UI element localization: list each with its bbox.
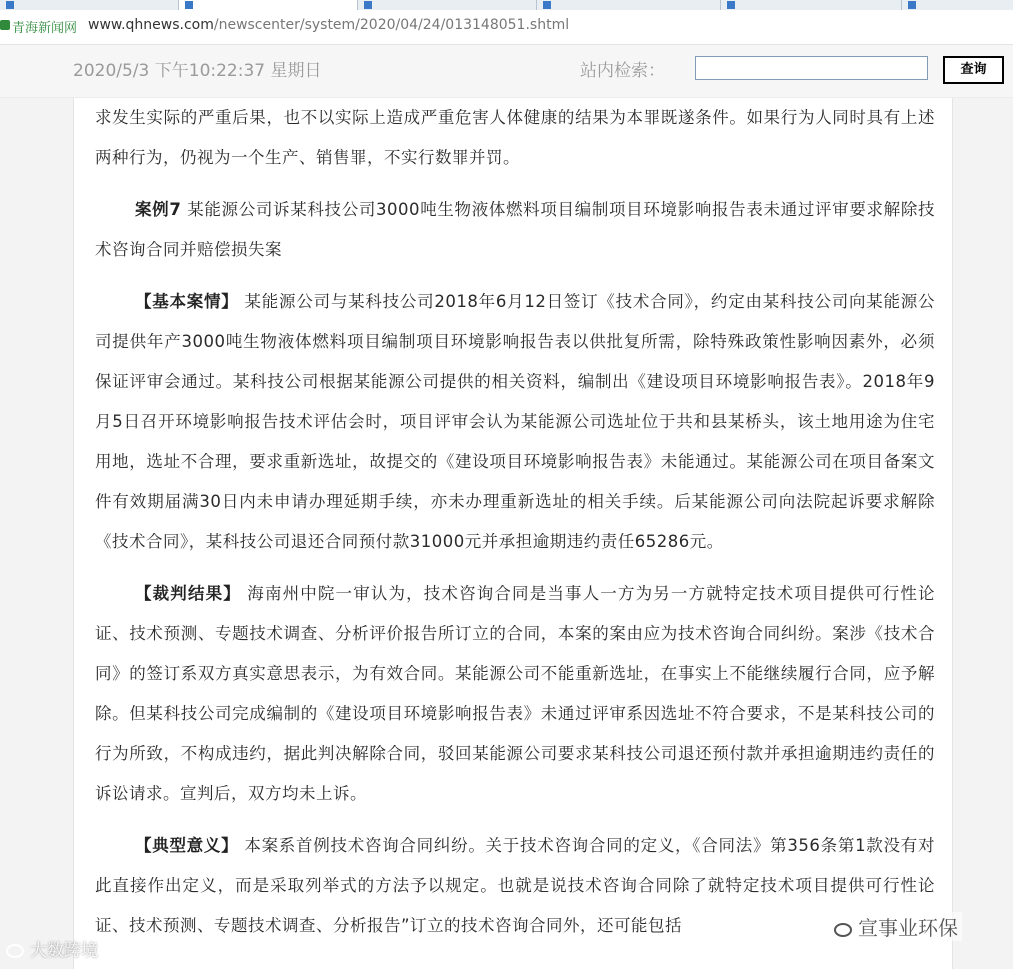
watermark-logo-icon: [6, 944, 24, 958]
page-icon: [543, 1, 551, 9]
search-input[interactable]: [695, 56, 928, 80]
case-title: 某能源公司诉某科技公司3000吨生物液体燃料项目编制项目环境影响报告表未通过评审要求解除技术咨询合同并赔偿损失案: [95, 200, 935, 259]
significance-label: 【典型意义】: [135, 836, 239, 855]
verdict-label: 【裁判结果】: [135, 584, 241, 603]
address-bar[interactable]: [0, 10, 1013, 45]
browser-tab[interactable]: [721, 0, 902, 10]
browser-tab-active[interactable]: [179, 0, 358, 10]
site-name: 青海新闻网: [12, 21, 78, 36]
site-favicon-icon: [0, 20, 10, 30]
basic-facts-label: 【基本案情】: [135, 292, 239, 311]
basic-facts-paragraph: [95, 282, 935, 562]
header-datetime: 2020/5/3 下午10:22:37 星期日: [73, 61, 322, 81]
significance-paragraph: [95, 826, 935, 946]
site-header: [0, 45, 1013, 98]
page-icon: [185, 1, 193, 9]
browser-tab[interactable]: [537, 0, 721, 10]
case-heading: [95, 190, 935, 270]
browser-tab[interactable]: [902, 0, 1013, 10]
browser-tab[interactable]: [0, 0, 179, 10]
page-icon: [908, 1, 916, 9]
browser-tab[interactable]: [358, 0, 537, 10]
case-label: 案例7: [135, 200, 182, 219]
verdict-paragraph: [95, 574, 935, 814]
article-body: [95, 98, 935, 946]
verdict-text: 海南州中院一审认为，技术咨询合同是当事人一方为另一方就特定技术项目提供可行性论证、技术预测、专题技术调查、分析评价报告所订立的合同，本案的案由应为技术咨询合同纠纷。案涉《技术合同》的签订系双方真实意思表示，为有效合同。某能源公司不能重新选址，在事实上不能继续履行合同，应予解除。但某科技公司完成编制的《建设项目环境影响报告表》未通过评审系因选址不符合要求，不是某科技公司的行为所致，不构成违约，据此判决解除合同，驳回某能源公司要求某科技公司退还预付款并承担逾期违约责任的诉讼请求。宣判后，双方均未上诉。: [95, 584, 936, 803]
basic-facts-text: 某能源公司与某科技公司2018年6月12日签订《技术合同》，约定由某科技公司向某能源公司提供年产3000吨生物液体燃料项目编制项目环境影响报告表以供批复所需，除特殊政策性影响因素外，必须保证评审会通过。某科技公司根据某能源公司提供的相关资料，编制出《建设项目环境影响报告表》。2018年9月5日召开环境影响报告技术评估会时，项目评审会认为某能源公司选址位于共和县某桥头，该土地用途为住宅用地，选址不合理，要求重新选址，故提交的《建设项目环境影响报告表》未能通过。某能源公司在项目备案文件有效期届满30日内未申请办理延期手续，亦未办理重新选址的相关手续。后某能源公司向法院起诉要求解除《技术合同》，某科技公司退还合同预付款31000元并承担逾期违约责任65286元。: [95, 292, 936, 551]
url-path: /newscenter/system/2020/04/24/013148051.shtml: [213, 17, 570, 33]
significance-text: 本案系首例技术咨询合同纠纷。关于技术咨询合同的定义，《合同法》第356条第1款没有对此直接作出定义，而是采取列举式的方法予以规定。也就是说技术咨询合同除了就特定技术项目提供可行性论证、技术预测、专题技术调查、分析报告”订立的技术咨询合同外，还可能包括: [95, 836, 935, 935]
page-icon: [727, 1, 735, 9]
watermark-left: [6, 936, 98, 961]
page-icon: [364, 1, 372, 9]
search-button[interactable]: 查询: [943, 56, 1004, 84]
url-host: www.qhnews.com: [88, 17, 214, 33]
url-text[interactable]: [88, 17, 569, 33]
browser-tab-strip: [0, 0, 1013, 10]
watermark-left-text: 大数跨境: [30, 941, 98, 961]
search-label: 站内检索：: [580, 61, 665, 81]
article-paragraph: 求发生实际的严重后果，也不以实际上造成严重危害人体健康的结果为本罪既遂条件。如果行为人同时具有上述两种行为，仍视为一个生产、销售罪，不实行数罪并罚。: [95, 108, 935, 167]
page-icon: [6, 1, 14, 9]
watermark-right: [830, 912, 962, 941]
watermark-right-text: 宣事业环保: [858, 916, 958, 940]
wechat-icon: [834, 923, 852, 937]
